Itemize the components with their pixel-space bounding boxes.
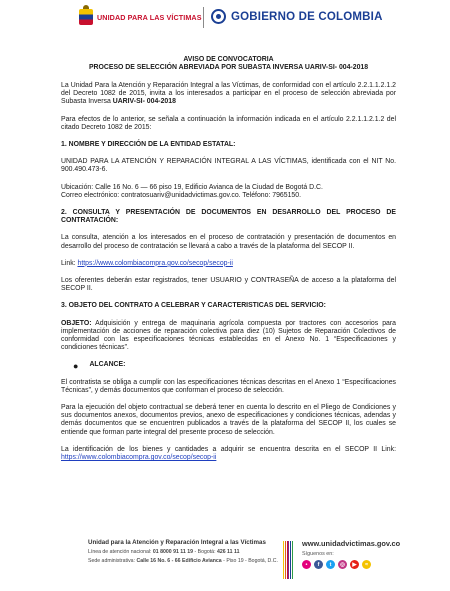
scope-paragraph-1: El contratista se obliga a cumplir con las especificaciones técnicas descritas en el Anexo 1 “Especificaciones Técnicas”, y demás documentos que conforman el proceso de selección. [61,378,396,394]
footer-address-line [88,558,298,564]
unidad-victimas-logo [79,9,202,25]
scope-bullet [61,361,396,369]
facebook-icon[interactable]: f [314,560,323,569]
website-link[interactable]: www.unidadvictimas.gov.co [302,539,401,548]
consultation-paragraph: La consulta, atención a los interesados en el proceso de contratación y presentación de documentos en desarrollo del proceso de contratación se llevará a cabo a través de la plataforma del SECOP II. [61,234,396,250]
intro-text: La Unidad Para la Atención y Reparación Integral a las Víctimas, de conformidad con el artículo 2.2.1.1.2.1.2 del Decreto 1082 de 2015, invita a los interesados a participar en el proceso de selección abreviada por Subasta Inversa [61,82,396,106]
national-phone: 01 8000 91 11 19 [152,549,194,555]
entity-paragraph: UNIDAD PARA LA ATENCIÓN Y REPARACIÓN INTEGRAL A LAS VÍCTIMAS, identificada con el NIT No. 900.490.473-6. [61,158,396,174]
secop-link[interactable]: https://www.colombiacompra.gov.co/secop/secop-ii [77,259,233,267]
twitter-icon[interactable]: t [326,560,335,569]
goods-paragraph [61,446,396,462]
doc-title: AVISO DE CONVOCATORIA [183,56,274,63]
soundcloud-icon[interactable]: ≈ [362,560,371,569]
scope-label: ALCANCE: [89,361,126,369]
social-icons [302,560,400,569]
bogota-label: - Bogotá: [193,549,217,555]
goods-secop-link[interactable]: https://www.colombiacompra.gov.co/secop/secop-ii [61,454,217,462]
gobierno-circle-icon [211,9,226,24]
footer-contact [88,539,298,564]
flickr-icon[interactable]: • [302,560,311,569]
section-2-title: 2. CONSULTA Y PRESENTACIÓN DE DOCUMENTOS EN DESARROLLO DEL PROCESO DE CONTRATACIÓN: [61,209,396,225]
address-value: Calle 16 No. 6 - 66 Edificio Avianca [136,558,222,564]
object-paragraph [61,320,396,353]
section-1-title: 1. NOMBRE Y DIRECCIÓN DE LA ENTIDAD ESTATAL: [61,141,236,149]
address-label: Sede administrativa: [88,558,137,564]
footer-web [302,539,400,569]
email-line: Correo electrónico: contratosuariv@unidadvictimas.gov.co. Teléfono: 7965150. [61,191,302,199]
header-divider [203,7,204,28]
youtube-icon[interactable]: ▶ [350,560,359,569]
object-text: Adquisición y entrega de maquinaria agrícola compuesta por tractores con accesorios para implementación de acciones de reparación colectiva para diez (10) Sujetos de Reparación Colectivos de conformidad con las especificaciones técnicas establecidas en el Anexo No. 1 “Especificaciones y condiciones técnicas”. [61,319,396,352]
document-body [61,56,396,462]
intro-paragraph [61,82,396,107]
goods-text: La identificación de los bienes y cantidades a adquirir se encuentra descrita en el SECOP II Link: [61,445,396,453]
colombia-seal-icon [79,9,93,25]
footer-title: Unidad para la Atención y Reparación Integral a las Víctimas [88,539,266,546]
gobierno-colombia-logo [211,9,383,24]
registration-paragraph: Los oferentes deberán estar registrados, tener USUARIO y CONTRASEÑA de acceso a la plataforma del SECOP II. [61,277,396,293]
page-footer [0,535,450,591]
object-label: OBJETO: [61,319,92,327]
phone-label: Línea de atención nacional: [88,549,153,555]
gobierno-colombia-logo-text: GOBIERNO DE COLOMBIA [231,10,383,23]
doc-subtitle: PROCESO DE SELECCIÓN ABREVIADA POR SUBASTA INVERSA UARIV-SI- 004-2018 [88,64,369,71]
scope-paragraph-2: Para la ejecución del objeto contractual se deberá tener en cuenta lo descrito en el Pliego de Condiciones y sus documentos anexos, documentos previos, anexo de especificaciones y condiciones técnicas, adendas y demás documentos que se encuentren publicados a través de la plataforma del SECOP II, los cuales se entiende que forman parte integral del presente proceso de selección. [61,404,396,436]
location-line: Ubicación: Calle 16 No. 6 — 66 piso 19, Edificio Avianca de la Ciudad de Bogotá D.C. [61,183,323,191]
page-header [0,0,450,38]
instagram-icon[interactable]: ◎ [338,560,347,569]
section-3-title: 3. OBJETO DEL CONTRATO A CELEBRAR Y CARACTERISTICAS DEL SERVICIO: [61,302,326,310]
effects-paragraph: Para efectos de lo anterior, se señala a continuación la información indicada en el artículo 2.2.1.1.2.1.2 del citado Decreto 1082 de 2015: [61,115,396,131]
bogota-phone: 426 11 11 [216,549,240,555]
unidad-victimas-logo-text: UNIDAD PARA LAS VÍCTIMAS [97,12,202,22]
process-code: UARIV-SI- 004-2018 [112,98,176,106]
footer-phone-line [88,549,298,555]
bullet-icon: ● [73,360,79,371]
follow-label: Síguenos en: [302,551,334,557]
link-label: Link: [61,259,78,267]
secop-link-line [61,260,396,268]
address-suffix: - Piso 19 - Bogotá, D.C. [221,558,278,564]
color-bars-decoration [283,541,293,579]
